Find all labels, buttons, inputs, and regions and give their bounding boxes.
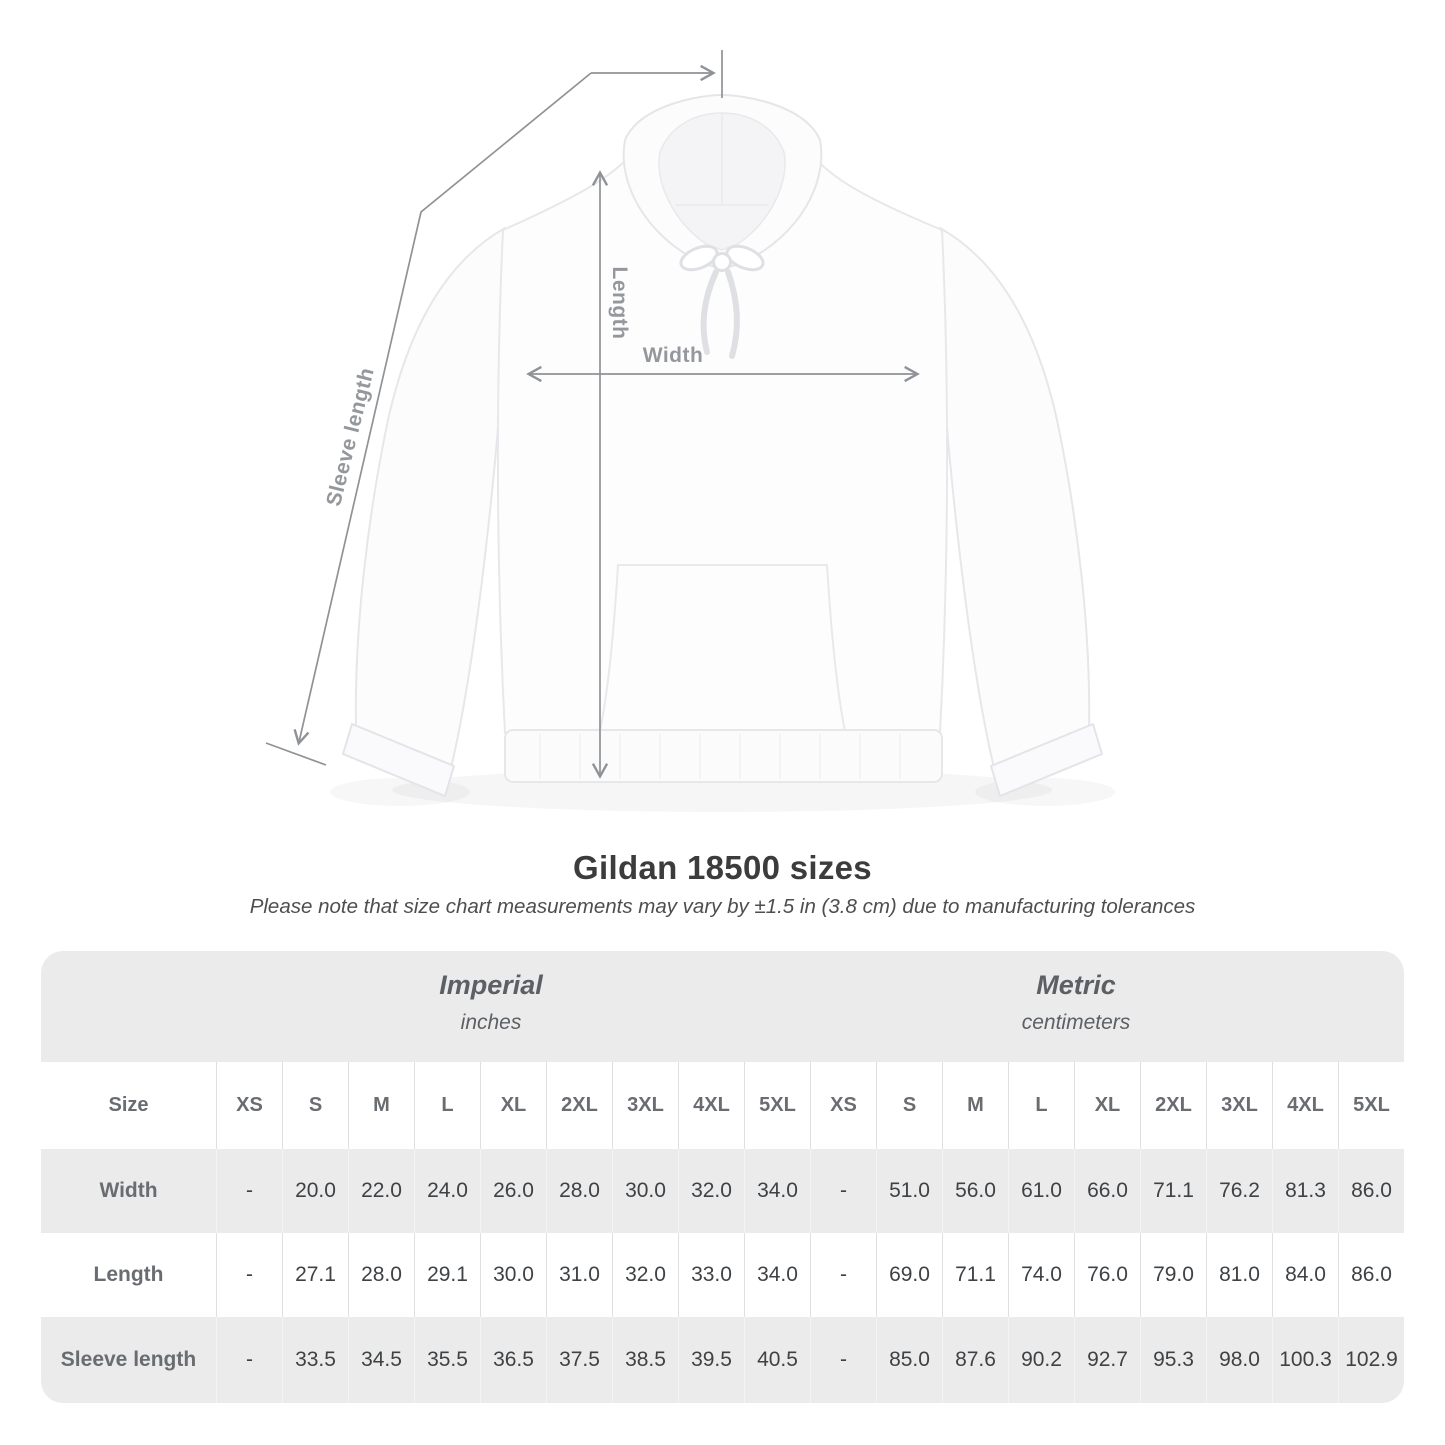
metric-value-cell: - [810,1317,876,1403]
metric-value-cell: - [810,1233,876,1317]
metric-value-cell: 95.3 [1140,1317,1206,1403]
metric-value-cell: 56.0 [942,1149,1008,1233]
metric-value-cell: 87.6 [942,1317,1008,1403]
imperial-value-cell: 40.5 [744,1317,810,1403]
imperial-value-cell: 28.0 [348,1233,414,1317]
imperial-value-cell: 39.5 [678,1317,744,1403]
size-header-cell: 5XL [744,1062,810,1149]
imperial-value-cell: 26.0 [480,1149,546,1233]
size-header-cell: S [282,1062,348,1149]
metric-value-cell: 79.0 [1140,1233,1206,1317]
size-header-cell: S [876,1062,942,1149]
metric-unit-header [1022,970,1131,1034]
size-header-cell: 4XL [678,1062,744,1149]
size-header-cell: XL [480,1062,546,1149]
size-header-cell: L [1008,1062,1074,1149]
row-label-cell: Sleeve length [60,1348,197,1371]
imperial-value-cell: 29.1 [414,1233,480,1317]
page-title: Gildan 18500 sizes [573,849,872,886]
size-header-cell: XS [216,1062,282,1149]
imperial-value-cell: 30.0 [612,1149,678,1233]
imperial-value-cell: 37.5 [546,1317,612,1403]
imperial-value-cell: - [216,1317,282,1403]
table-row [41,1317,1404,1403]
table-row [41,1149,1404,1233]
hoodie-right-sleeve [940,228,1089,772]
hoodie-hem [505,730,942,782]
length-measure-label: Length [608,266,631,340]
metric-value-cell: 84.0 [1272,1233,1338,1317]
hoodie-left-sleeve [356,228,505,772]
imperial-value-cell: 30.0 [480,1233,546,1317]
metric-value-cell: 71.1 [942,1233,1008,1317]
sleeve-length-measure-label: Sleeve length [322,365,379,509]
size-header-cell: 5XL [1338,1062,1404,1149]
metric-value-cell: 86.0 [1338,1233,1404,1317]
centimeters-label: centimeters [1021,1011,1131,1034]
imperial-value-cell: 32.0 [678,1149,744,1233]
metric-value-cell: 66.0 [1074,1149,1140,1233]
size-header-cell: L [414,1062,480,1149]
imperial-value-cell: 32.0 [612,1233,678,1317]
metric-value-cell: 85.0 [876,1317,942,1403]
imperial-value-cell: 28.0 [546,1149,612,1233]
imperial-value-cell: 34.0 [744,1233,810,1317]
imperial-value-cell: 34.0 [744,1149,810,1233]
imperial-label: Imperial [439,970,543,1000]
metric-value-cell: 86.0 [1338,1149,1404,1233]
imperial-value-cell: 31.0 [546,1233,612,1317]
metric-value-cell: 102.9 [1338,1317,1404,1403]
metric-value-cell: 92.7 [1074,1317,1140,1403]
size-table [41,951,1404,1403]
size-header-cell: XS [810,1062,876,1149]
metric-value-cell: 76.2 [1206,1149,1272,1233]
size-header-cell: M [348,1062,414,1149]
table-row [41,1233,1404,1317]
row-label-cell: Width [99,1179,158,1202]
metric-value-cell: 51.0 [876,1149,942,1233]
size-header-cell: 3XL [612,1062,678,1149]
metric-value-cell: 90.2 [1008,1317,1074,1403]
imperial-value-cell: 33.0 [678,1233,744,1317]
imperial-value-cell: 24.0 [414,1149,480,1233]
metric-value-cell: 100.3 [1272,1317,1338,1403]
metric-value-cell: 81.3 [1272,1149,1338,1233]
size-header-cell: 2XL [546,1062,612,1149]
imperial-value-cell: - [216,1233,282,1317]
size-header-cell: XL [1074,1062,1140,1149]
tolerance-note: Please note that size chart measurements may vary by ±1.5 in (3.8 cm) due to manufacturing tolerances [249,895,1196,918]
size-header-cell: 3XL [1206,1062,1272,1149]
size-column-header: Size [108,1094,149,1116]
imperial-unit-header [439,970,543,1034]
metric-value-cell: 98.0 [1206,1317,1272,1403]
size-header-cell: 4XL [1272,1062,1338,1149]
imperial-value-cell: 27.1 [282,1233,348,1317]
imperial-value-cell: 38.5 [612,1317,678,1403]
imperial-value-cell: 35.5 [414,1317,480,1403]
inches-label: inches [460,1011,522,1034]
metric-value-cell: 81.0 [1206,1233,1272,1317]
width-measure-label: Width [642,344,704,367]
hoodie-pocket [600,565,845,731]
metric-value-cell: - [810,1149,876,1233]
hoodie-image [343,95,1102,796]
metric-value-cell: 69.0 [876,1233,942,1317]
metric-value-cell: 71.1 [1140,1149,1206,1233]
metric-value-cell: 76.0 [1074,1233,1140,1317]
imperial-value-cell: 22.0 [348,1149,414,1233]
imperial-value-cell: 33.5 [282,1317,348,1403]
metric-value-cell: 61.0 [1008,1149,1074,1233]
imperial-value-cell: 20.0 [282,1149,348,1233]
metric-value-cell: 74.0 [1008,1233,1074,1317]
size-header-cell: M [942,1062,1008,1149]
size-header-cell: 2XL [1140,1062,1206,1149]
table-header-row [41,1062,1404,1149]
imperial-value-cell: - [216,1149,282,1233]
row-label-cell: Length [93,1263,164,1286]
metric-label: Metric [1036,970,1116,1000]
unit-header-band [41,951,1404,1062]
imperial-value-cell: 34.5 [348,1317,414,1403]
imperial-value-cell: 36.5 [480,1317,546,1403]
